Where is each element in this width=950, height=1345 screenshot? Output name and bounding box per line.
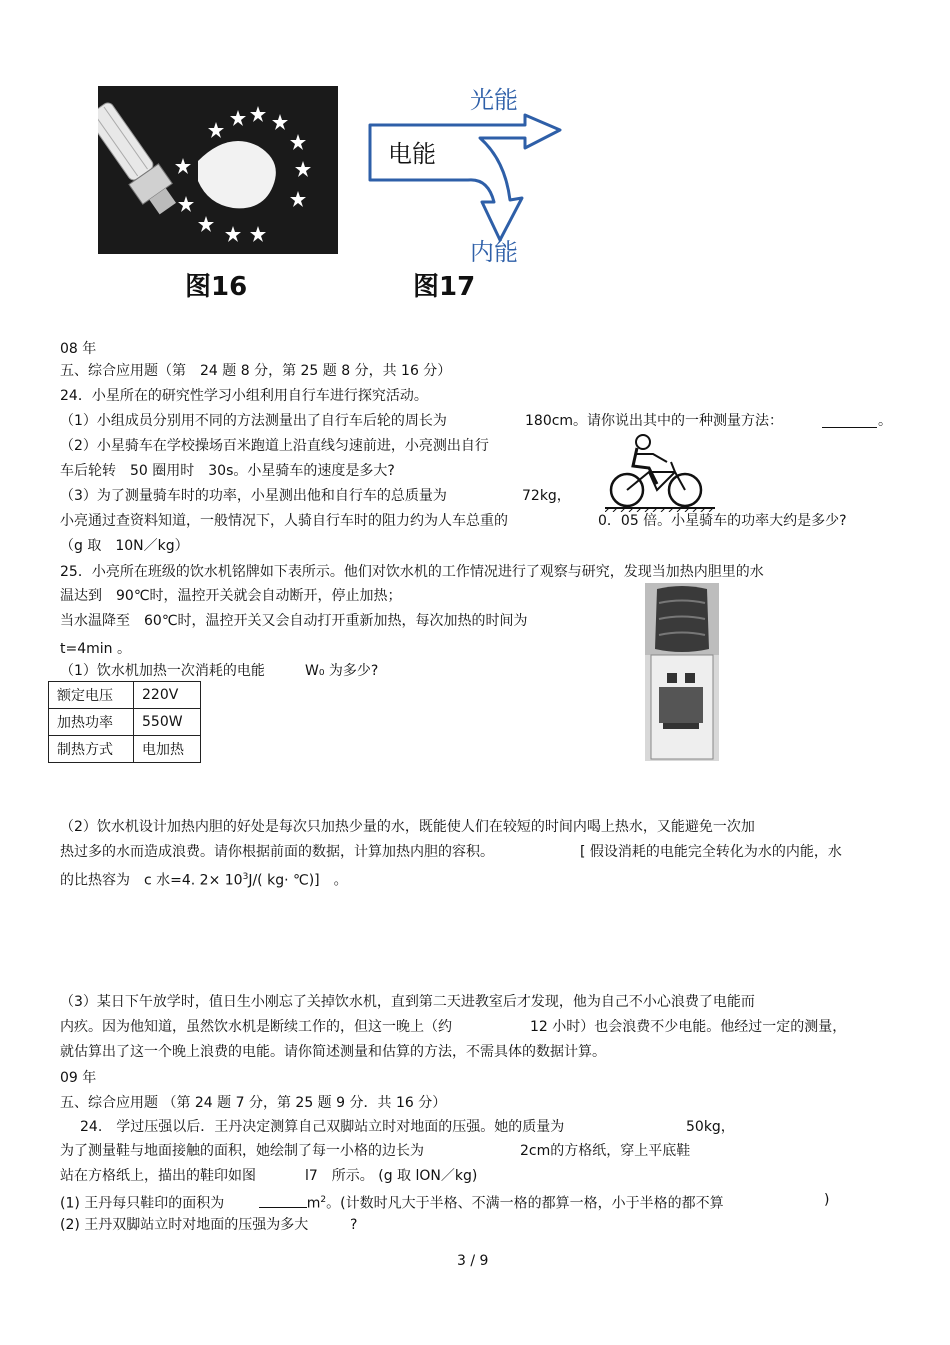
q24b-line2-end: 2cm的方格纸，穿上平底鞋 [520,1143,691,1159]
q24b-line2: 为了测量鞋与地面接触的面积，她绘制了每一小格的边长为 [60,1143,424,1159]
q24b-part2-text: (2) 王丹双脚站立时对地面的压强为多大 [60,1217,309,1233]
q25-line1: 25．小亮所在班级的饮水机铭牌如下表所示。他们对饮水机的工作情况进行了观察与研究，发现当加热内胆里的水 [60,564,764,580]
q24-part1-answer-blank [822,412,877,428]
q24b-part1-unit-exp: 2 [320,1195,327,1205]
q24-part3-line3: （g 取 10N／kg） [60,538,189,554]
q24b-line1-mass: 50kg， [686,1119,735,1135]
q25-part2-line2-end: [ 假设消耗的电能完全转化为水的内能，水 [580,844,842,860]
table-cell-key: 制热方式 [49,736,134,763]
page-number: 3 / 9 [457,1253,489,1269]
q25-part2-line3 [60,868,348,890]
q24-part3-line2: 小亮通过查资料知道，一般情况下，人骑自行车时的阻力约为人车总重的 [60,513,508,529]
q24-part2-line1: （2）小星骑车在学校操场百米跑道上沿直线匀速前进，小亮测出自行 [60,438,489,454]
q24b-part1-unit: m [306,1195,321,1212]
q24b-part1-answer-blank [259,1193,307,1208]
q25-part2-line1: （2）饮水机设计加热内胆的好处是每次只加热少量的水，既能使人们在较短的时间内喝上热水，又能避免一次加 [60,819,755,835]
q24-part3-mass: 72kg， [522,488,571,504]
table-row [49,682,201,709]
energy-in-label: 电能 [388,140,436,168]
table-row [49,709,201,736]
q24-part1-text: （1）小组成员分别用不同的方法测量出了自行车后轮的周长为 [60,413,447,429]
q24-part1-end: 。 [878,413,892,429]
fig16-caption: 图16 [185,272,248,302]
q24-part3-line2-end: 0．05 倍。小星骑车的功率大约是多少? [598,513,847,529]
fig17-caption: 图17 [413,272,476,302]
table-cell-key: 加热功率 [49,709,134,736]
year-09-heading: 09 年 [60,1070,97,1086]
section-09-title: 五、综合应用题 （第 24 题 7 分，第 25 题 9 分．共 16 分） [60,1095,447,1111]
energy-flow-diagram [360,80,570,270]
table-cell-value: 220V [134,682,201,709]
q24b-line1: 24. 学过压强以后．王丹决定测算自己双脚站立时对地面的压强。她的质量为 [80,1119,565,1135]
q24-part1-value: 180cm。请你说出其中的一种测量方法： [525,413,784,429]
q24b-part1-text: (1) 王丹每只鞋印的面积为 [60,1195,225,1212]
q24b-part1-close: ) [824,1192,830,1208]
q25-part1-text: （1）饮水机加热一次消耗的电能 [60,663,265,679]
year-08-heading: 08 年 [60,341,97,357]
q24b-line3-end: l7 所示。 (g 取 lON／kg) [305,1168,478,1184]
energy-light-label: 光能 [470,86,518,114]
q25-line4: t=4min 。 [60,641,131,657]
energy-heat-label: 内能 [470,238,518,266]
dispenser-spec-table [48,681,201,763]
q25-part3-line2: 内疚。因为他知道，虽然饮水机是断续工作的，但这一晚上（约 [60,1019,452,1035]
table-row [49,736,201,763]
q25-part2-formula-pre: 的比热容为 c 水=4. 2× 10 [60,872,243,889]
q25-part3-line3: 就估算出了这一个晚上浪费的电能。请你简述测量和估算的方法，不需具体的数据计算。 [60,1044,606,1060]
lamp-figure [98,86,338,254]
q25-part3-line1: （3）某日下午放学时，值日生小刚忘了关掉饮水机，直到第二天进教室后才发现，他为自己不小心浪费了电能而 [60,994,755,1010]
q25-line3: 当水温降至 60℃时，温控开关又会自动打开重新加热，每次加热的时间为 [60,613,528,629]
table-cell-value: 电加热 [134,736,201,763]
table-cell-key: 额定电压 [49,682,134,709]
q25-part3-line2-end: 12 小时）也会浪费不少电能。他经过一定的测量， [530,1019,847,1035]
q24b-part2-mark: ? [350,1217,358,1233]
water-dispenser-figure [645,583,719,761]
q25-part2-formula-post: J/( kg· ℃)] 。 [248,872,348,889]
bicycle-figure [605,432,715,512]
q24b-part1 [60,1191,724,1213]
q24-title: 24．小星所在的研究性学习小组利用自行车进行探究活动。 [60,388,428,404]
q24b-line3: 站在方格纸上，描出的鞋印如图 [60,1168,256,1184]
q25-line2: 温达到 90℃时，温控开关就会自动断开，停止加热； [60,588,402,604]
q25-part2-line2: 热过多的水而造成浪费。请你根据前面的数据，计算加热内胆的容积。 [60,844,494,860]
section-08-title: 五、综合应用题（第 24 题 8 分，第 25 题 8 分，共 16 分） [60,363,452,379]
q25-part2-formula-exp: 3 [242,872,249,882]
q24-part3-line1: （3）为了测量骑车时的功率，小星测出他和自行车的总质量为 [60,488,447,504]
q24-part2-line2: 车后轮转 50 圈用时 30s。小星骑车的速度是多大? [60,463,395,479]
q25-part1-var: W₀ 为多少? [305,663,379,679]
table-cell-value: 550W [134,709,201,736]
q24b-part1-note: 。(计数时凡大于半格、不满一格的都算一格，小于半格的都不算 [326,1195,724,1212]
